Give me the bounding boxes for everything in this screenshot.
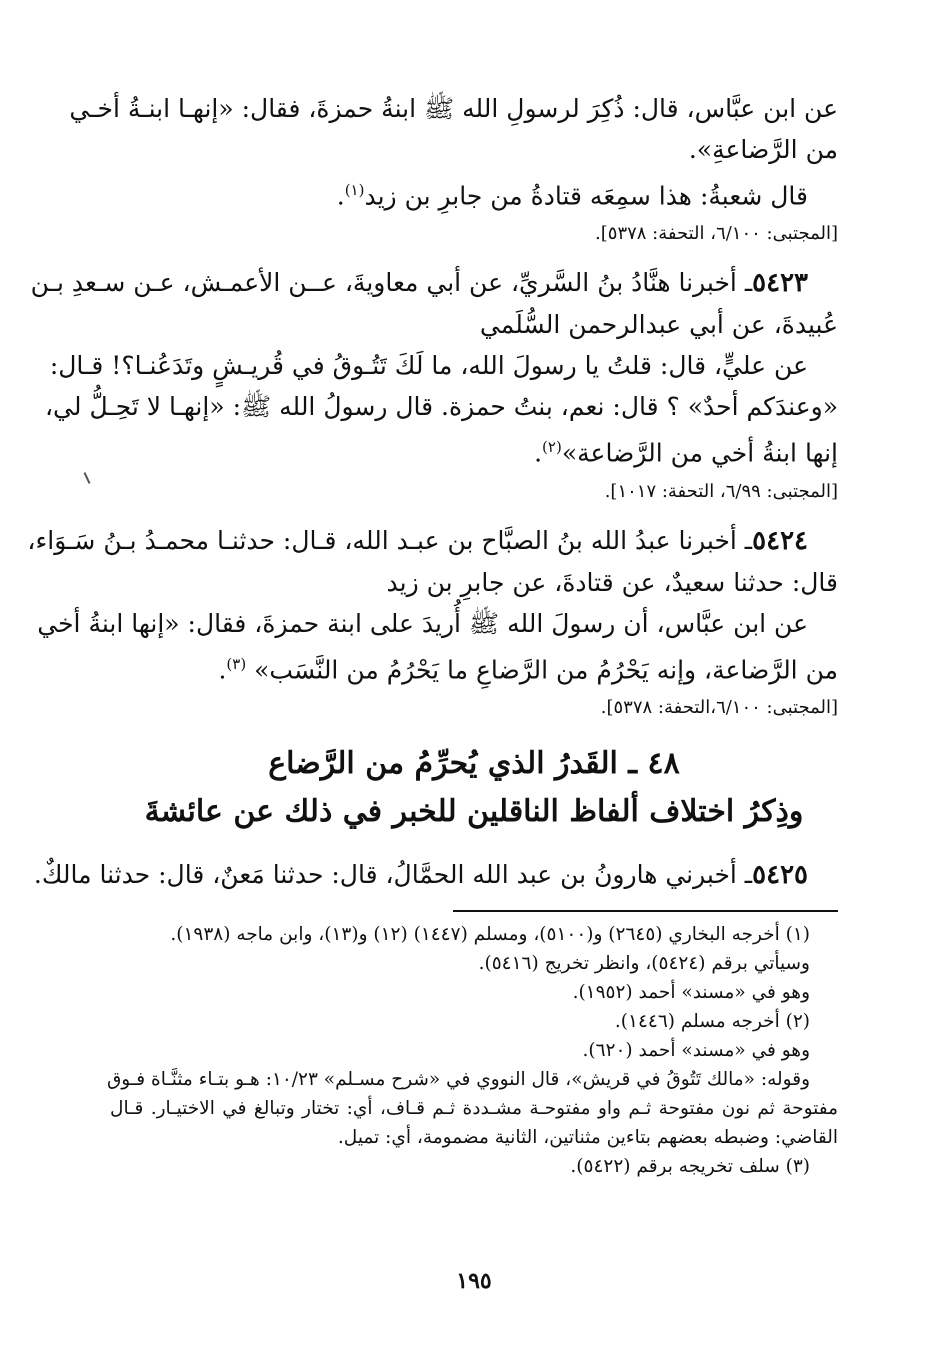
hadith-number: ٥٤٢٤: [752, 525, 808, 556]
text-line: [30, 262, 838, 304]
footnote-separator: [453, 910, 838, 912]
hadith-number: ٥٤٢٥: [752, 859, 808, 890]
footnote-line: القاضي: وضبطه بعضهم بتاءين مثناتين، الثانية مضمومة، أي: تميل.: [337, 1126, 838, 1148]
reference-line: [المجتبى: ٦/١٠٠، التحفة: ٥٣٧٨].: [595, 223, 838, 245]
footnote-line: (١) أخرجه البخاري (٢٦٤٥) و(٥١٠٠)، ومسلم (١٤٤٧) (١٢) و(١٣)، وابن ماجه (١٩٣٨).: [170, 923, 810, 945]
hadith-5423: [30, 262, 838, 505]
text-line: قال: حدثنا سعيدٌ، عن قتادةَ، عن جابرِ بن زيد: [386, 567, 838, 597]
footnote-line: وهو في «مسند» أحمد (٦٢٠).: [582, 1039, 810, 1061]
text-span: ـ أخبرني هارونُ بن عبد الله الحمَّالُ، قال: حدثنا مَعنٌ، قال: حدثنا مالكٌ.: [33, 859, 753, 889]
page-content: [27, 88, 838, 1323]
footnote-marker: (٢): [542, 438, 562, 457]
footnote-marker: (٣): [226, 654, 247, 673]
text-line: [33, 854, 838, 896]
footnote-line: مفتوحة ثم نون مفتوحة ثـم واو مفتوحـة مشـددة ثـم قـاف، أي: تختار وتبالغ في الاختيـار. قـال: [110, 1097, 838, 1119]
text-line: عن ابن عبَّاس، قال: ذُكِرَ لرسولِ الله ﷺ ابنةُ حمزةَ، فقال: «إنهـا ابنـةُ أخـي: [69, 94, 838, 123]
text-line: عُبيدةَ، عن أبي عبدالرحمن السُّلَمي: [479, 310, 838, 340]
text-line: عن عليٍّ، قال: قلتُ يا رسولَ الله، ما لَكَ تَتُـوقُ في قُريـشٍ وتَدَعُنـا؟! قـال:: [49, 351, 808, 381]
text-line: [27, 520, 838, 562]
text-line: «وعندَكم أحدٌ» ؟ قال: نعم، بنتُ حمزة. قال رسولُ الله ﷺ: «إنهـا لا تَحِـلُّ لي،: [44, 392, 838, 422]
text-line: قال شعبةُ: هذا سمِعَه قتادةُ من جابرِ بن زيد$^{(١)}$.: [336, 181, 808, 211]
text-span: قال شعبةُ: هذا سمِعَه قتادةُ من جابرِ بن زيد: [364, 181, 808, 211]
hadith-number: ٥٤٢٣: [752, 268, 808, 299]
chapter-subtitle: وذِكرُ اختلاف ألفاظ الناقلين للخبر في ذلك عن عائشةَ: [144, 793, 804, 829]
chapter-heading: [110, 740, 838, 836]
reference-line: [المجتبى: ٦/١٠٠،التحفة: ٥٣٧٨].: [600, 696, 838, 718]
reference-line: [المجتبى: ٦/٩٩، التحفة: ١٠١٧].: [604, 480, 838, 502]
footnote-line: وهو في «مسند» أحمد (١٩٥٢).: [572, 981, 810, 1003]
text-line: إنها ابنةُ أخي من الرَّضاعة»$^{(٢)}$.: [534, 438, 838, 468]
text-span: ـ أخبرنا عبدُ الله بنُ الصبَّاح بن عبـد الله، قـال: حدثنـا محمـدُ بـنُ سَـوَاء،: [27, 525, 753, 555]
footnote-marker: (١): [344, 181, 365, 199]
text-line: من الرَّضاعة، وإنه يَحْرُمُ من الرَّضاعِ ما يَحْرُمُ من النَّسَب» $^{(٣)}$.: [218, 654, 838, 684]
footnote-line: وسيأتي برقم (٥٤٢٤)، وانظر تخريج (٥٤١٦).: [478, 952, 810, 974]
footnote-line: (٣) سلف تخريجه برقم (٥٤٢٢).: [570, 1155, 810, 1177]
hadith-5424: [27, 520, 838, 722]
chapter-title: ٤٨ ـ القَدرُ الذي يُحرِّمُ من الرَّضاع: [268, 745, 680, 781]
hadith-5425: [33, 854, 838, 896]
hadith-continuation: [69, 88, 838, 248]
page-number: ١٩٥: [456, 1268, 492, 1294]
footnote-line: وقوله: «مالك تَتُوقُ في قريش»، قال النووي في «شرح مسـلم» ١٠/٢٣: هـو بتـاء مثنَّـاة فـوق: [106, 1068, 810, 1090]
footnote-line: (٢) أخرجه مسلم (١٤٤٦).: [614, 1010, 810, 1032]
text-line: عن ابن عبَّاس، أن رسولَ الله ﷺ أُريدَ على ابنة حمزةَ، فقال: «إنها ابنةُ أخي: [37, 608, 808, 638]
text-span: إنها ابنةُ أخي من الرَّضاعة»: [561, 438, 838, 468]
text-span: من الرَّضاعة، وإنه يَحْرُمُ من الرَّضاعِ ما يَحْرُمُ من النَّسَب»: [254, 654, 838, 684]
footnotes: [106, 920, 838, 1181]
text-line: من الرَّضاعةِ».: [688, 135, 838, 164]
margin-mark: [84, 472, 91, 484]
text-span: ـ أخبرنا هنَّادُ بنُ السَّريِّ، عن أبي معاويةَ، عــن الأعمـش، عـن سـعدِ بـن: [30, 268, 753, 298]
